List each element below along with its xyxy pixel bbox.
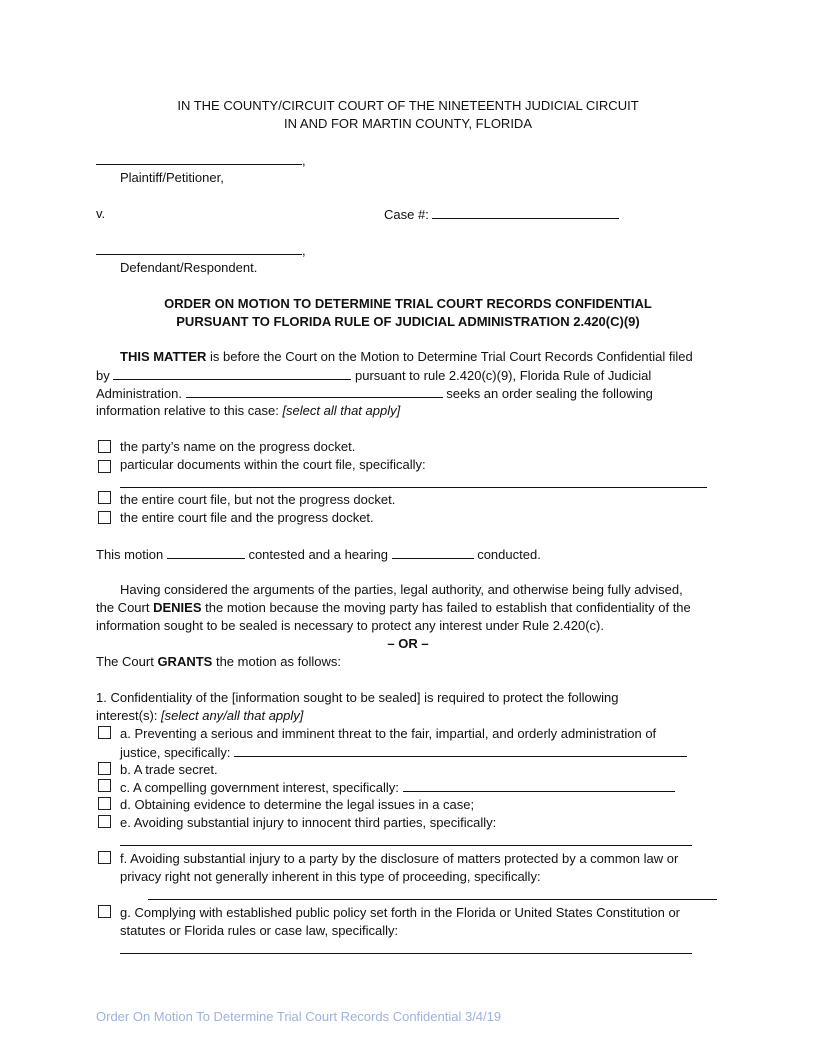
checkbox-party-name[interactable] [98,440,111,453]
interest-g-line2: statutes or Florida rules or case law, specifically: [120,923,399,938]
intro-line3: Administration. seeks an order sealing the following [96,386,653,401]
contested-blank[interactable] [167,545,245,559]
interest-f-line2: privacy right not generally inherent in this type of proceeding, specifically: [120,869,541,884]
interest-e-blank[interactable] [120,832,692,851]
checkbox-interest-g[interactable] [98,905,111,918]
checkbox-interest-f[interactable] [98,851,111,864]
plaintiff-name-blank[interactable]: , [96,151,306,170]
interest-c-blank[interactable] [403,778,675,792]
checkbox-interest-b[interactable] [98,762,111,775]
option-particular-documents: particular documents within the court file, specifically: [120,457,426,472]
interest-g-blank[interactable] [120,940,692,959]
interest-d: d. Obtaining evidence to determine the legal issues in a case; [120,797,475,812]
checkbox-particular-documents[interactable] [98,460,111,473]
section1-line1: 1. Confidentiality of the [information sought to be sealed] is required to protect the following [96,690,619,705]
party-name-blank[interactable] [186,384,443,398]
grant-line: The Court GRANTS the motion as follows: [96,654,341,669]
checkbox-interest-e[interactable] [98,815,111,828]
interest-c: c. A compelling government interest, specifically: [120,778,675,797]
defendant-name-blank[interactable]: , [96,241,306,260]
option-party-name: the party’s name on the progress docket. [120,439,356,454]
versus-label: v. [96,206,106,221]
page-footer: Order On Motion To Determine Trial Court Records Confidential 3/4/19 [96,1009,502,1024]
county-heading: IN AND FOR MARTIN COUNTY, FLORIDA [284,116,532,131]
interest-g-line1: g. Complying with established public policy set forth in the Florida or United States Constitution or [120,905,681,920]
denial-line2: the Court DENIES the motion because the moving party has failed to establish that confidentiality of the [96,600,691,615]
court-heading: IN THE COUNTY/CIRCUIT COURT OF THE NINETEENTH JUDICIAL CIRCUIT [177,98,639,113]
case-number-field[interactable]: Case #: [384,205,619,224]
interest-f-blank[interactable] [148,886,717,905]
interest-e: e. Avoiding substantial injury to innocent third parties, specifically: [120,815,497,830]
option-entire-file-docket: the entire court file and the progress docket. [120,510,374,525]
checkbox-entire-file-docket[interactable] [98,511,111,524]
interest-a-line2: justice, specifically: [120,743,687,762]
checkbox-entire-file[interactable] [98,491,111,504]
option-entire-file: the entire court file, but not the progress docket. [120,492,396,507]
checkbox-interest-d[interactable] [98,797,111,810]
defendant-label: Defendant/Respondent. [120,260,258,275]
plaintiff-label: Plaintiff/Petitioner, [120,170,224,185]
order-title-line2: PURSUANT TO FLORIDA RULE OF JUDICIAL ADMINISTRATION 2.420(C)(9) [176,314,640,329]
intro-line1: THIS MATTER is before the Court on the Motion to Determine Trial Court Records Confidential filed [120,349,693,364]
intro-line4: information relative to this case: [select all that apply] [96,403,401,418]
order-title-line1: ORDER ON MOTION TO DETERMINE TRIAL COURT RECORDS CONFIDENTIAL [164,296,652,311]
interest-b: b. A trade secret. [120,762,218,777]
hearing-blank[interactable] [392,545,474,559]
motion-status-line: This motion contested and a hearing conducted. [96,547,541,562]
intro-line2: by pursuant to rule 2.420(c)(9), Florida Rule of Judicial [96,368,652,383]
interest-f-line1: f. Avoiding substantial injury to a party by the disclosure of matters protected by a common law or [120,851,679,866]
movant-name-blank[interactable] [113,366,351,380]
interest-a-blank[interactable] [234,743,687,757]
checkbox-interest-c[interactable] [98,779,111,792]
checkbox-interest-a[interactable] [98,726,111,739]
section1-line2: interest(s): [select any/all that apply] [96,708,304,723]
denial-line1: Having considered the arguments of the parties, legal authority, and otherwise being fully advised, [120,582,683,597]
denial-line3: information sought to be sealed is necessary to protect any interest under Rule 2.420(c). [96,618,605,633]
interest-a-line1: a. Preventing a serious and imminent threat to the fair, impartial, and orderly administration of [120,726,657,741]
or-separator: – OR – [387,636,429,651]
